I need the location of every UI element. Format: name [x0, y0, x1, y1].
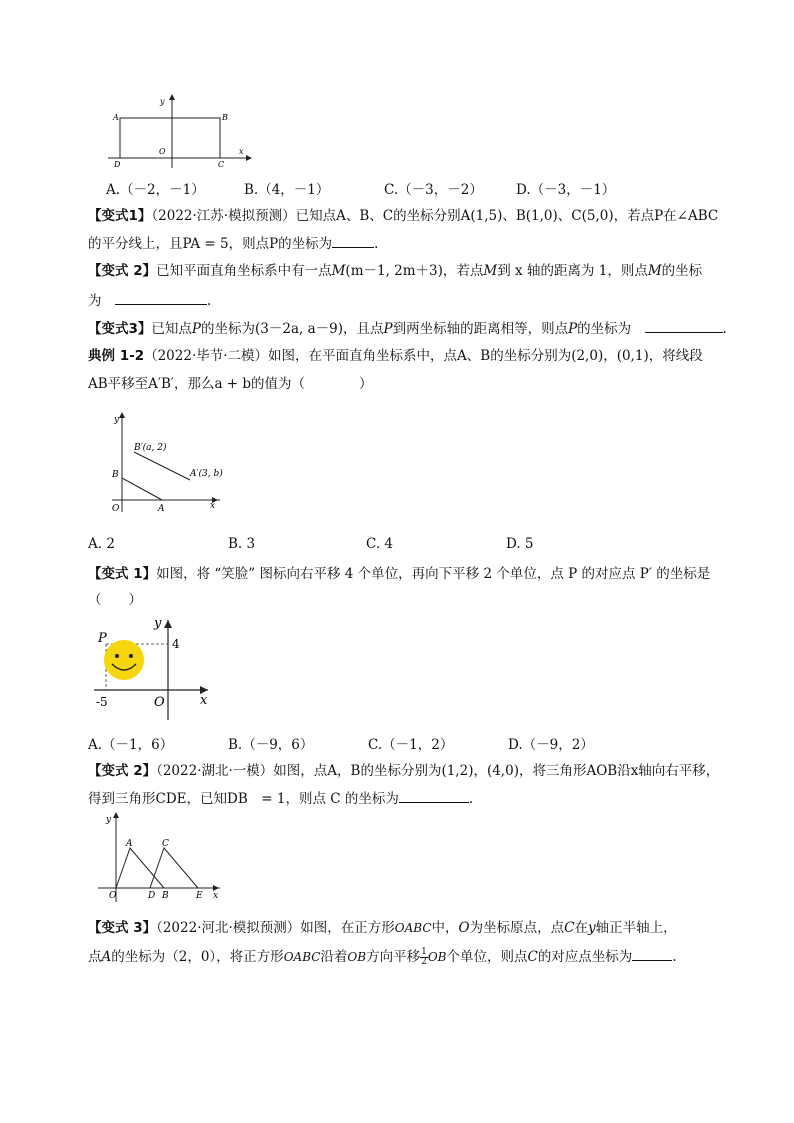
label-O: O [109, 891, 117, 901]
figure-triangles [94, 810, 224, 908]
label-O: O [154, 695, 165, 710]
answer-blank[interactable] [115, 290, 207, 305]
variant2b-text1: （2022·湖北·一模）如图，点A，B的坐标分别为(1,2)，(4,0)，将三角形AOB沿x轴向右平移， [156, 763, 720, 779]
variant-tag: 【变式 3】 [88, 920, 157, 936]
label-x: x [210, 501, 216, 511]
option-a[interactable]: A.（－1，6） [88, 737, 174, 753]
label-O: O [159, 147, 166, 156]
label-D: D [148, 891, 156, 901]
variant3-text: 已知点 [151, 321, 192, 337]
variant3-text: 的坐标为 [201, 321, 255, 337]
variant3b-text: 的对应点坐标为 [537, 949, 633, 965]
label-y: y [160, 97, 165, 106]
variant2-text: 到 x 轴的距离为 1，则点 [497, 263, 648, 279]
example-tag: 典例 1-2 [88, 348, 145, 364]
example12-text1: （2022·毕节·二模）如图，在平面直角坐标系中，点A、B的坐标分别为(2,0)，(0,1)，将线段 [144, 348, 703, 364]
label-A: A [113, 113, 119, 122]
variant1-text2: 的平分线上，且PA = 5，则点P的坐标为 [88, 236, 333, 252]
figure-smiley [88, 614, 218, 724]
period: . [207, 293, 212, 309]
label-P: P [98, 631, 107, 646]
variant2-text: 的坐标 [661, 263, 703, 279]
variant2b-text2: 得到三角形CDE，已知DB = 1，则点 C 的坐标为 [88, 791, 399, 807]
options-q2 [0, 733, 794, 753]
point-p: P [191, 321, 201, 337]
option-c[interactable]: C.（－3，－2） [384, 182, 483, 198]
label-E: E [196, 891, 203, 901]
variant-tag: 【变式 2】 [88, 763, 157, 779]
variant1-line1 [88, 206, 718, 226]
figure-segment-translation [100, 408, 230, 518]
label-C: C [162, 839, 169, 849]
option-b[interactable]: B. 3 [228, 536, 256, 552]
variant-tag: 【变式 1】 [88, 566, 157, 582]
point-p: P [568, 321, 578, 337]
label-D: D [114, 160, 121, 169]
point-m: M [483, 263, 498, 279]
label-O: O [112, 504, 120, 514]
label-y: y [106, 815, 112, 825]
option-c[interactable]: C.（－1，2） [368, 737, 454, 753]
variant3b-text: （2022·河北·模拟预测）如图，在正方形 [156, 920, 395, 936]
label-B: B [112, 470, 119, 480]
figure-rectangle-abcd [100, 92, 260, 172]
label-y: y [154, 616, 162, 631]
variant3b-line2 [88, 946, 677, 967]
axis-y: y [587, 920, 596, 936]
answer-blank[interactable] [399, 788, 469, 803]
option-a[interactable]: A. 2 [88, 536, 115, 552]
variant-tag: 【变式 2】 [88, 263, 157, 279]
variant1b-text2: （ ） [88, 592, 142, 608]
variant2-text: 已知平面直角坐标系中有一点 [156, 263, 332, 279]
variant2b-line2 [88, 788, 473, 809]
period: . [374, 236, 379, 252]
point-c: C [527, 949, 538, 965]
variant1b-line1 [88, 564, 710, 584]
segment-ob: OB [347, 950, 367, 964]
variant1b-line2 [88, 590, 142, 610]
option-b[interactable]: B.（－9，6） [228, 737, 314, 753]
label-4: 4 [172, 637, 180, 651]
option-d[interactable]: D. 5 [506, 536, 534, 552]
variant2-text: 为 [88, 293, 102, 309]
variant1-text1: （2022·江苏·模拟预测）已知点A、B、C的坐标分别A(1,5)、B(1,0)、C(5,0)，若点P在∠ABC [151, 208, 719, 224]
option-d[interactable]: D.（－3，－1） [516, 182, 616, 198]
square-name: OABC [394, 921, 432, 935]
example12-line2 [88, 374, 373, 394]
label-A: A [158, 504, 165, 514]
variant3b-text: 中， [431, 920, 459, 936]
example12-text2: AB平移至A′B′，那么a + b的值为（ ） [88, 376, 373, 392]
period: . [468, 791, 474, 807]
label-B: B [162, 891, 169, 901]
coord-expr: (m－1, 2m＋3) [345, 263, 443, 279]
label-y: y [114, 415, 120, 425]
variant3-text: 到两坐标轴的距离相等，则点 [392, 321, 569, 337]
label-b-prime: B′(a, 2) [134, 443, 167, 453]
variant3b-line1 [88, 918, 677, 938]
label-A: A [126, 839, 133, 849]
square-name: OABC [283, 950, 321, 964]
option-c[interactable]: C. 4 [366, 536, 394, 552]
period: . [672, 949, 677, 965]
numerator: 1 [421, 947, 427, 957]
point-m: M [647, 263, 662, 279]
variant2b-line1 [88, 761, 719, 781]
label-x: x [200, 693, 208, 708]
label-C: C [218, 160, 225, 169]
variant-tag: 【变式1】 [88, 208, 152, 224]
point-p: P [383, 321, 393, 337]
option-a[interactable]: A.（－2，－1） [106, 182, 205, 198]
variant3-text: ，且点 [342, 321, 384, 337]
variant1-line2 [88, 233, 378, 254]
point-o: O [458, 920, 470, 936]
period: . [722, 321, 727, 337]
answer-blank[interactable] [632, 946, 672, 961]
variant2-text: ，若点 [442, 263, 484, 279]
coord-expr: (3－2a, a－9) [255, 321, 343, 337]
variant3b-text: 沿着 [320, 949, 348, 965]
denominator: 2 [421, 957, 427, 967]
variant2-line2 [88, 290, 211, 311]
variant3b-text: 在 [574, 920, 588, 936]
variant3b-text: 点 [88, 949, 102, 965]
label-x: x [213, 891, 219, 901]
label-a-prime: A′(3, b) [190, 469, 223, 479]
variant3b-text: 个单位，则点 [446, 949, 528, 965]
example12-line1 [88, 346, 703, 366]
variant2-line1 [88, 261, 702, 281]
option-b[interactable]: B.（4，－1） [244, 182, 330, 198]
options-q1 [0, 536, 794, 556]
variant1b-text1: 如图，将 “笑脸” 图标向右平移 4 个单位，再向下平移 2 个单位，点 P 的对应点 P′ 的坐标是 [156, 566, 711, 582]
point-c: C [564, 920, 575, 936]
variant-tag: 【变式3】 [88, 321, 152, 337]
point-m: M [331, 263, 346, 279]
point-a: A [101, 949, 112, 965]
smiley-face-icon [104, 640, 144, 680]
answer-blank[interactable] [645, 318, 723, 333]
variant3b-text: 方向平移 [366, 949, 421, 965]
options-q0 [0, 178, 794, 198]
variant3b-text: 轴正半轴上， [595, 920, 677, 936]
variant3b-text: 为坐标原点，点 [469, 920, 565, 936]
segment-ob: OB [427, 950, 447, 964]
label-B: B [222, 113, 228, 122]
option-d[interactable]: D.（－9，2） [508, 737, 594, 753]
variant3b-text: 的坐标为（2，0），将正方形 [111, 949, 284, 965]
label-neg5: -5 [96, 695, 108, 709]
fraction-one-half [420, 948, 428, 967]
variant3-line [88, 318, 727, 339]
label-x: x [239, 147, 244, 156]
answer-blank[interactable] [332, 233, 374, 248]
variant3-text: 的坐标为 [577, 321, 632, 337]
